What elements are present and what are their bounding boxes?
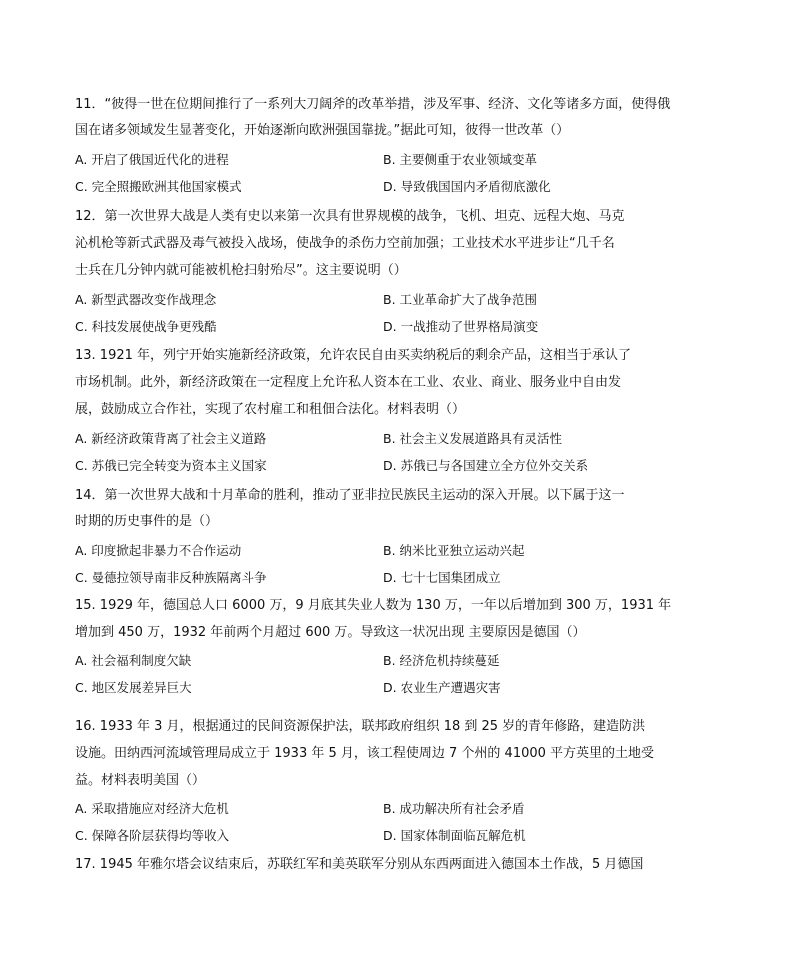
question-13-line-2: 市场机制。此外，新经济政策在一定程度上允许私人资本在工业、农业、商业、服务业中自由发	[75, 375, 622, 390]
question-14-option-c: C. 曼德拉领导南非反种族隔离斗争	[75, 570, 267, 585]
question-15-option-d: D. 农业生产遭遇灾害	[383, 680, 501, 695]
question-13-line-3: 展，鼓励成立合作社，实现了农村雇工和租佃合法化。材料表明（）	[75, 402, 466, 417]
question-12-option-c: C. 科技发展使战争更残酷	[75, 319, 217, 334]
question-16-line-3: 益。材料表明美国（）	[75, 773, 206, 788]
question-14-option-b: B. 纳米比亚独立运动兴起	[383, 543, 525, 558]
question-11-option-b: B. 主要侧重于农业领域变革	[383, 152, 538, 167]
question-13-option-b: B. 社会主义发展道路具有灵活性	[383, 431, 563, 446]
question-15-line-2: 增加到 450 万，1932 年前两个月超过 600 万。导致这一状况出现 主要原因是德国（）	[75, 625, 586, 640]
question-17-line-1: 17. 1945 年雅尔塔会议结束后，苏联红军和美英联军分别从东西两面进入德国本土作战，5 月德国	[75, 857, 644, 872]
question-12-line-3: 士兵在几分钟内就可能被机枪扫射殆尽”。这主要说明（）	[75, 263, 407, 278]
question-12-option-d: D. 一战推动了世界格局演变	[383, 319, 539, 334]
question-11-option-d: D. 导致俄国国内矛盾彻底激化	[383, 179, 551, 194]
question-15-option-a: A. 社会福利制度欠缺	[75, 653, 192, 668]
question-16-line-1: 16. 1933 年 3 月，根据通过的民间资源保护法，联邦政府组织 18 到 25 岁的青年修路，建造防洪	[75, 719, 646, 734]
question-15-line-1: 15. 1929 年，德国总人口 6000 万，9 月底其失业人数为 130 万，一年以后增加到 300 万，1931 年	[75, 598, 672, 613]
question-13-option-c: C. 苏俄已完全转变为资本主义国家	[75, 458, 267, 473]
question-15-option-b: B. 经济危机持续蔓延	[383, 653, 500, 668]
question-12-option-a: A. 新型武器改变作战理念	[75, 292, 217, 307]
question-16-option-d: D. 国家体制面临瓦解危机	[383, 828, 526, 843]
question-15-option-c: C. 地区发展差异巨大	[75, 680, 192, 695]
question-14-option-a: A. 印度掀起非暴力不合作运动	[75, 543, 242, 558]
question-16-option-c: C. 保障各阶层获得均等收入	[75, 828, 230, 843]
question-16-line-2: 设施。田纳西河流域管理局成立于 1933 年 5 月，该工程使周边 7 个州的 41000 平方英里的土地受	[75, 746, 655, 761]
question-14-option-d: D. 七十七国集团成立	[383, 570, 501, 585]
question-12-line-1: 12．第一次世界大战是人类有史以来第一次具有世界规模的战争，飞机、坦克、远程大炮、马克	[75, 209, 625, 224]
question-16-option-a: A. 采取措施应对经济大危机	[75, 801, 229, 816]
question-11-option-a: A. 开启了俄国近代化的进程	[75, 152, 229, 167]
question-13-option-d: D. 苏俄已与各国建立全方位外交关系	[383, 458, 589, 473]
question-11-option-c: C. 完全照搬欧洲其他国家模式	[75, 179, 242, 194]
question-13-option-a: A. 新经济政策背离了社会主义道路	[75, 431, 267, 446]
question-12-option-b: B. 工业革命扩大了战争范围	[383, 292, 538, 307]
question-12-line-2: 沁机枪等新式武器及毒气被投入战场，使战争的杀伤力空前加强；工业技术水平进步让“几千名	[75, 236, 615, 251]
question-14-line-2: 时期的历史事件的是（）	[75, 514, 219, 529]
question-16-option-b: B. 成功解决所有社会矛盾	[383, 801, 525, 816]
question-14-line-1: 14．第一次世界大战和十月革命的胜利，推动了亚非拉民族民主运动的深入开展。以下属于这一	[75, 488, 625, 503]
question-11-line-1: 11．“彼得一世在位期间推行了一系列大刀阔斧的改革举措，涉及军事、经济、文化等诸多方面，使得俄	[75, 97, 671, 112]
question-11-line-2: 国在诸多领域发生显著变化，开始逐渐向欧洲强国靠拢。”据此可知，彼得一世改革（）	[75, 123, 570, 138]
question-13-line-1: 13. 1921 年，列宁开始实施新经济政策，允许农民自由买卖纳税后的剩余产品，这相当于承认了	[75, 348, 632, 363]
